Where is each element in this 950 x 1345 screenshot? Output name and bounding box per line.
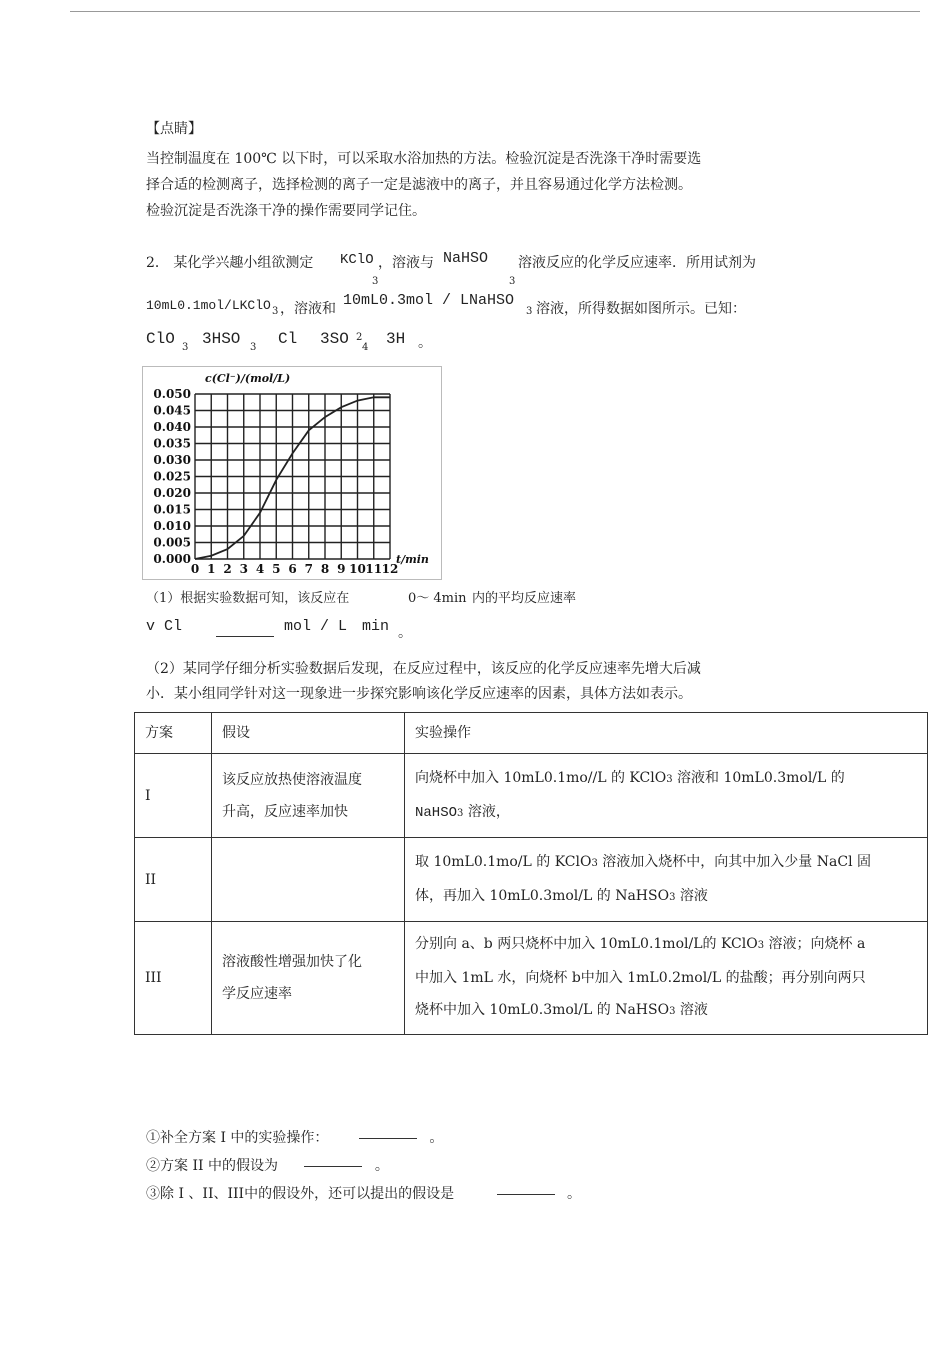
eq-clo3: ClO	[146, 330, 175, 348]
hypothesis-line: 溶液酸性增强加快了化	[222, 954, 362, 970]
answer-blank-2[interactable]	[359, 1137, 417, 1139]
header-operation: 实验操作	[405, 713, 928, 754]
chart-frame	[142, 366, 442, 580]
question-1: ①补全方案 I 中的实验操作： 。	[146, 1130, 444, 1146]
x-tick-label: 9	[337, 562, 346, 576]
x-tick-label: 11	[365, 562, 383, 576]
nahso-formula: NaHSO	[443, 250, 489, 267]
sub2-line-2: 小．某小组同学针对这一现象进一步探究影响该化学反应速率的因素，具体方法如表示。	[146, 686, 692, 702]
sup-2: 2	[356, 332, 363, 343]
hypothesis-line: 学反应速率	[222, 986, 292, 1002]
y-tick-label: 0.010	[153, 519, 191, 533]
plan-id: III	[135, 922, 212, 1035]
x-tick-label: 10	[349, 562, 366, 576]
operation-cell: 向烧杯中加入 10mL0.1mo//L 的 KClO3 溶液和 10mL0.3mol/L 的 NaHSO3 溶液，	[405, 754, 928, 838]
concentration-chart	[143, 367, 441, 579]
hypothesis-line: 该反应放热使溶液温度	[222, 771, 362, 788]
question-2: ②方案 II 中的假设为 。	[146, 1158, 389, 1174]
x-tick-label: 1	[207, 562, 216, 576]
q2-text: 溶液反应的化学反应速率．所用试剂为	[518, 255, 756, 271]
header-hypothesis: 假设	[212, 713, 405, 754]
y-tick-label: 0.015	[153, 502, 191, 517]
hypothesis-cell-empty[interactable]	[212, 838, 405, 922]
y-tick-label: 0.050	[153, 387, 191, 401]
tip-line-3: 检验沉淀是否洗涤干净的操作需要同学记住。	[146, 203, 426, 219]
x-tick-label: 4	[255, 562, 265, 576]
y-tick-label: 0.035	[153, 436, 191, 451]
eq-end: 。	[418, 335, 432, 351]
question-3: ③除 I 、II、III中的假设外，还可以提出的假设是 。	[146, 1186, 581, 1202]
operation-cell: 取 10mL0.1mo/L 的 KClO3 溶液加入烧杯中，向其中加入少量 NaCl 固 体，再加入 10mL0.3mol/L 的 NaHSO3 溶液	[405, 838, 928, 922]
rate-unit-min: min	[362, 618, 390, 635]
q2-intro: 2． 某化学兴趣小组欲测定	[146, 255, 314, 271]
answer-blank-4[interactable]	[497, 1193, 555, 1195]
reagent-1: 10mL0.1mol/LKClO	[146, 298, 271, 313]
sub1-text: （1）根据实验数据可知，该反应在	[146, 591, 350, 606]
reagent-2: 10mL0.3mol / LNaHSO	[343, 292, 515, 309]
section-label: 【点睛】	[146, 121, 202, 137]
sub-3: 3	[182, 342, 189, 353]
x-tick-label: 0	[190, 562, 200, 576]
kclo-formula: KClO	[340, 252, 374, 268]
rate-symbol: v Cl	[146, 618, 183, 635]
top-rule	[70, 11, 920, 12]
y-axis-label: c(Cl⁻)/(mol/L)	[205, 372, 291, 385]
operation-cell: 分别向 a、b 两只烧杯中加入 10mL0.1mol/L的 KClO3 溶液；向烧杯 a 中加入 1mL 水，向烧杯 b中加入 1mL0.2mol/L 的盐酸；再分别向两只 烧杯中加入 10mL0.3mol/L 的 NaHSO3 溶液	[405, 922, 928, 1035]
hypothesis-cell	[212, 754, 405, 838]
table-row	[135, 922, 928, 1035]
sub1-end: 。	[398, 625, 412, 641]
hypothesis-line: 升高，反应速率加快	[222, 803, 348, 820]
plan-id: I	[135, 754, 212, 838]
y-tick-label: 0.020	[153, 486, 191, 500]
answer-blank-1[interactable]	[216, 628, 274, 644]
sub-3: 3	[250, 342, 257, 353]
q2-text: ，溶液与	[378, 255, 434, 271]
x-axis-label: t/min	[396, 553, 429, 566]
table-row	[135, 754, 928, 838]
eq-h: 3H	[386, 330, 406, 348]
x-tick-label: 3	[239, 562, 248, 576]
eq-cl: Cl	[278, 330, 298, 348]
y-tick-label: 0.005	[153, 535, 191, 550]
experiment-table	[134, 712, 928, 1035]
answer-blank-3[interactable]	[304, 1165, 362, 1167]
tip-line-1: 当控制温度在 100℃ 以下时，可以采取水浴加热的方法。检验沉淀是否洗涤干净时需要选	[146, 151, 702, 167]
q2-text: ，溶液和	[280, 301, 336, 317]
tip-line-2: 择合适的检测离子，选择检测的离子一定是滤液中的离子，并且容易通过化学方法检测。	[146, 177, 692, 193]
plan-id: II	[135, 838, 212, 922]
y-tick-label: 0.040	[153, 420, 191, 434]
y-tick-label: 0.030	[153, 453, 191, 467]
header-plan: 方案	[135, 713, 212, 754]
rate-unit: mol / L	[284, 618, 348, 635]
q2-text: 溶液，所得数据如图所示。已知：	[536, 301, 746, 317]
x-tick-label: 12	[381, 562, 399, 576]
x-tick-label: 2	[223, 562, 232, 576]
sub-4: 4	[362, 342, 369, 353]
y-tick-label: 0.045	[153, 403, 191, 418]
x-tick-label: 8	[320, 562, 330, 576]
sub-3: 3	[272, 306, 279, 317]
sub2-line-1: （2）某同学仔细分析实验数据后发现，在反应过程中，该反应的化学反应速率先增大后减	[146, 661, 701, 677]
x-tick-label: 6	[288, 562, 297, 576]
y-tick-label: 0.025	[153, 469, 191, 484]
sub-3: 3	[372, 276, 379, 287]
table-row	[135, 838, 928, 922]
x-tick-label: 7	[304, 562, 313, 576]
sub1-range: 0～ 4min	[408, 591, 467, 606]
eq-hso3: 3HSO	[202, 330, 241, 348]
y-tick-label: 0.000	[153, 552, 191, 566]
x-tick-label: 5	[272, 562, 281, 576]
sub-3: 3	[526, 306, 533, 317]
hypothesis-cell	[212, 922, 405, 1035]
sub1-text2: 内的平均反应速率	[472, 591, 577, 606]
sub-3: 3	[509, 276, 516, 287]
eq-so4: 3SO	[320, 330, 349, 348]
table-header-row	[135, 713, 928, 754]
